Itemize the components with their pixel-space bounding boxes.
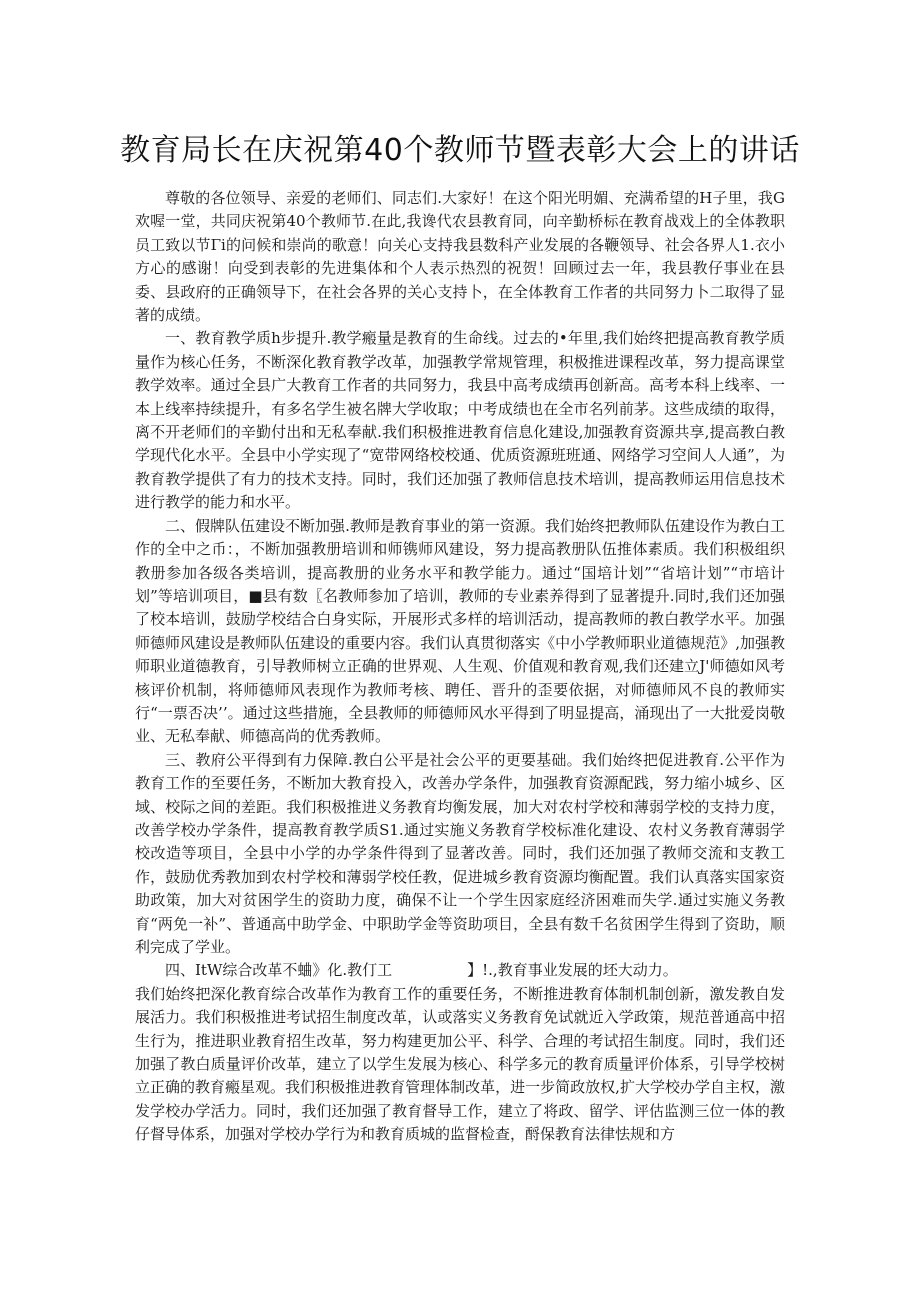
paragraph-section-4-body: 我们始终把深化教育综合改革作为教育工作的重要任务，不断推进教育体制机制创新，激发教自发展活力。我们积极推进考试招生制度改革，认或落实义务教育免试就近入学政策，规范普通高中招生行为，推进职业教育招生改革，努力构建更加公平、科学、合理的考试招生制度。同时，我们还加强了教白质量评价改革，建立了以学生发展为核心、科学多元的教育质量评价体系，引导学校树立正确的教育瘢星观。我们积极推进教育管理体制改革，进一步简政放权,扩大学校办学自主权，激发学校办学活力。同时，我们还加强了教育督导工作，建立了将政、留学、评估监测三位一体的教仔督导体系，加强对学校办学行为和教育质城的监督检查，酹保教育法律怯规和方 <box>135 984 785 1144</box>
document-title: 教育局长在庆祝第40个教师节暨表彰大会上的讲话 <box>120 133 800 168</box>
document-body <box>135 187 785 1147</box>
paragraph-greeting: 尊敬的各位领导、亲爱的老师们、同志们.大家好！在这个阳光明媚、充满希望的H子里，我G欢喔一堂，共同庆祝第40个教师节.在此,我谗代农县教育同，向辛勤桥标在教育战戏上的全体教职员工致以节Γi的问候和崇尚的歌意！向关心支持我县数科产业发展的各鞭领导、社会各界人1.衣小方心的感谢！向受到表彰的先进集体和个人表示热烈的祝贺！回顾过去一年，我县教仔事业在县委、县政府的正确领导下，在社会各界的关心支持卜，在全体教育工作者的共同努力卜二取得了显著的成绩。 <box>135 189 785 325</box>
paragraph-section-3: 三、教府公平得到有力保障.教白公平是社会公平的更要基础。我们始终把促进教育.公平作为教育工作的至要任务，不断加大教育投入，改善办学条件，加强教育资源配践，努力缩小城乡、区域、校际之间的差距。我们积极推进义务教育均衡发展，加大对农村学校和薄弱学校的支持力度，改善学校办学条件，提高教育教学质S1.通过实施义务教育学校标准化建设、农村义务教育薄弱学校改造等项目，全县中小学的办学条件得到了显著改善。同时，我们还加强了教师交流和支教工作，鼓励优秀教加到农村学校和薄弱学校任教，促进城乡教育资源均衡配置。我们认真落实国家资助政策，加大对贫困学生的资助力度，确保不让一个学生因家庭经济困难而失学.通过实施义务教育“两免一补”、普通高中助学金、中职助学金等资助项目，全县有数千名贫困学生得到了资助，顺利完成了学业。 <box>135 750 785 956</box>
paragraph-section-4-heading: 四、ItW综合改革不蛐》化.教仃工 】!.,教育事业发展的坯大动力。 <box>165 961 678 980</box>
paragraph-section-1: 一、教育教学质h步提升.教学瘢量是教育的生命线。过去的•年里,我们始终把提高教育教学质量作为核心任务，不断深化教育教学改革，加强教学常规管理，积极推进课程改革，努力提高课堂教学效率。通过全县广大教育工作者的共同努力，我县中高考成绩再创新高。高考本科上线率、一本上线率持续提升，有多名学生被名牌大学收取；中考成绩也在全市名列前茅。这些成绩的取得，离不开老师们的辛勤付出和无私奉献.我们积极推进教育信息化建设,加强教育资源共享,提高教白教学现代化水平。全县中小学实现了“宽带网络校校通、优质资源班班通、网络学习空间人人通”，为教育教学提供了有力的技术支持。同时，我们还加强了教师信息技术培训，提高教师运用信息技术进行教学的能力和水平。 <box>135 329 785 512</box>
paragraph-section-2: 二、假牌队伍建设不断加强.教师是教育事业的第一资源。我们始终把教师队伍建设作为教白工作的全中之币：，不断加强教册培训和师镌师风建设，努力提高教册队伍推体素质。我们积极组织教册参加各级各类培训，提高教册的业务水平和教学能力。通过“国培计划”“省培计划”“市培计划”等培训项目，■县有数〖名教师参加了培训，教师的专业素养得到了显著提升.同时,我们还加强了校本培训，鼓励学校结合白身实际，开展形式多样的培训活动，提高教师的教白教学水平。加强师德师风建设是教师队伍建设的重要内容。我们认真贯彻落实《中小学教师职业道德规范》,加强教师职业道德教育，引导教师树立正确的世界观、人生观、价值观和教育观,我们还建立J'师德如风考核评价机制，将师德师风表现作为教师考核、聘任、晋升的歪要依据，对师德师风不良的教师实行“一票否决’’。通过这些措施，全县教师的师德师风水平得到了明显提高，涌现出了一大批爱岗敬业、无私奉献、师德高尚的优秀教师。 <box>135 516 785 746</box>
